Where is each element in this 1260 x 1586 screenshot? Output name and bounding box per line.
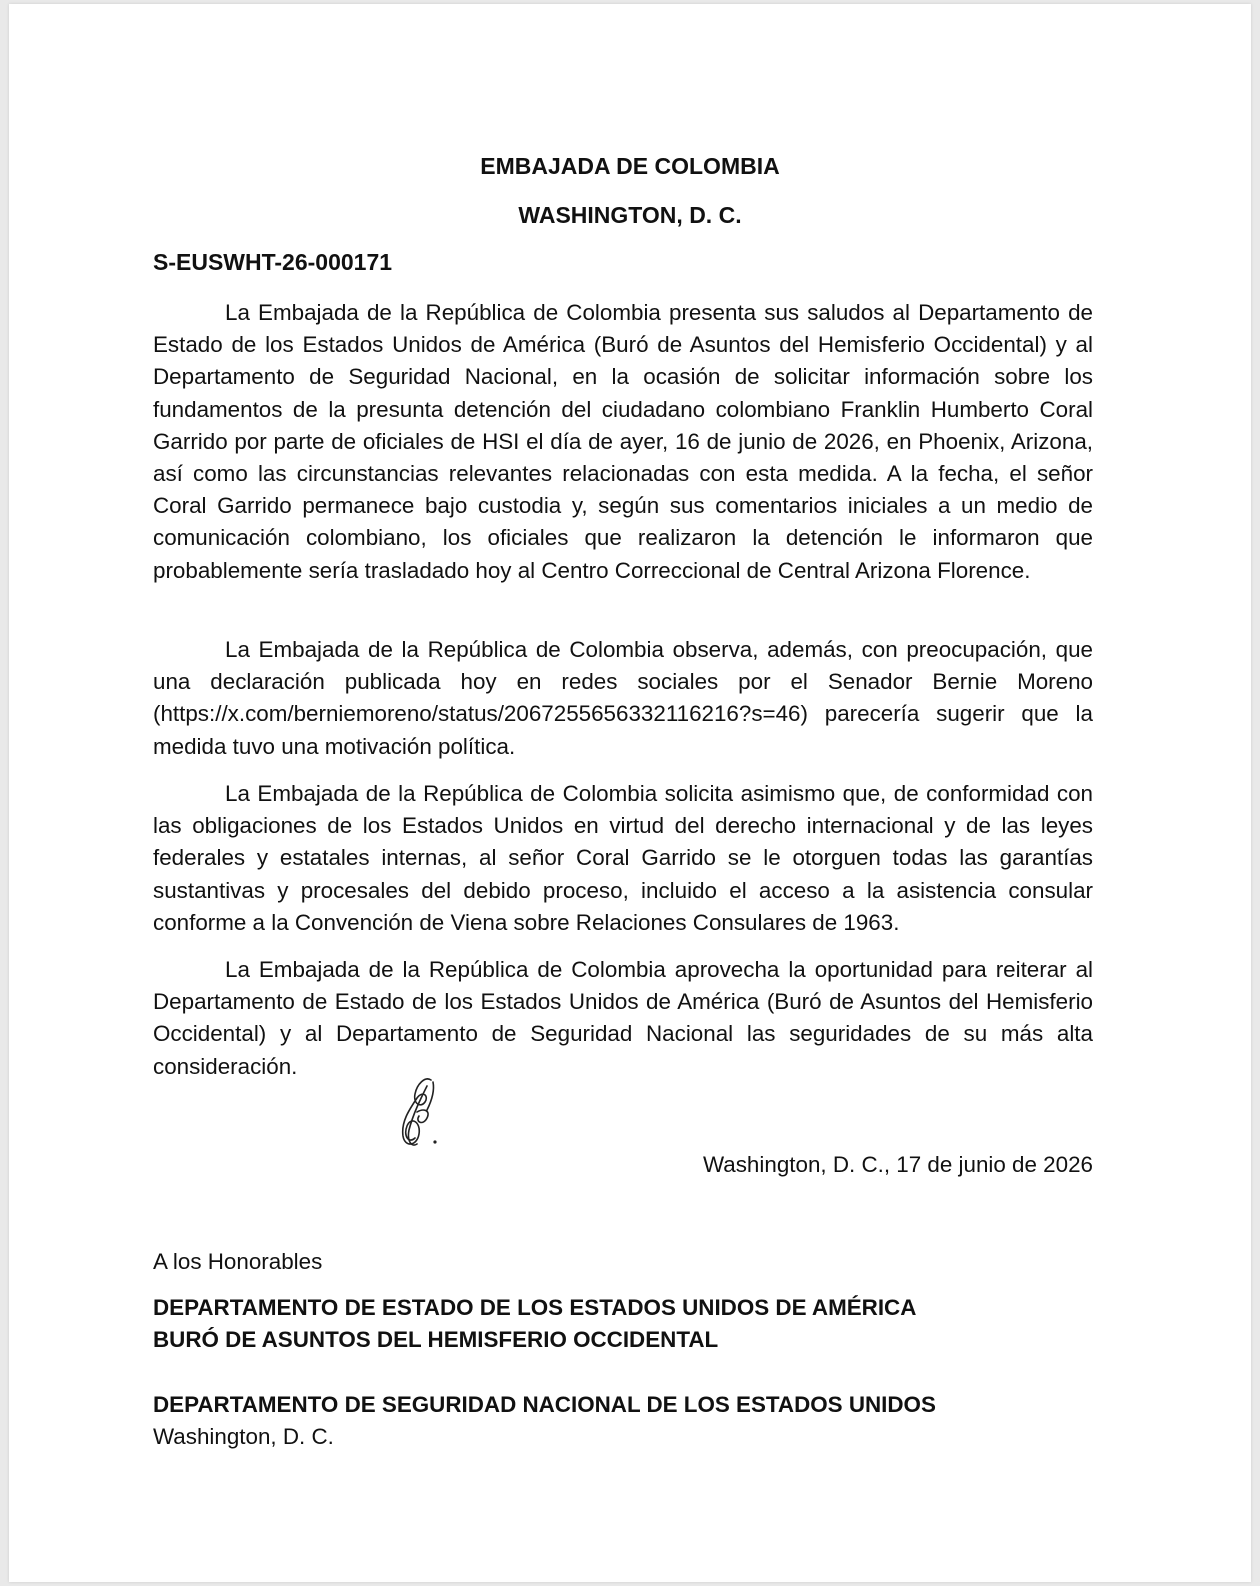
addressee-city: Washington, D. C. (153, 1424, 334, 1449)
document-page (9, 4, 1251, 1582)
handwritten-signature (387, 1072, 447, 1154)
body-paragraph-4: La Embajada de la República de Colombia aprovecha la oportunidad para reiterar al Departamento de Estado de los Estados Unidos de América (Buró de Asuntos del Hemisferio Occidental) y al Departamento de Seguridad Nacional las seguridades de su más alta consideración. (153, 957, 1093, 1079)
salutation: A los Honorables (153, 1249, 323, 1274)
addressee-homeland-security: DEPARTAMENTO DE SEGURIDAD NACIONAL DE LOS ESTADOS UNIDOS (153, 1392, 936, 1417)
addressee-western-hemisphere-bureau: BURÓ DE ASUNTOS DEL HEMISFERIO OCCIDENTAL (153, 1327, 719, 1352)
embassy-city-heading: WASHINGTON, D. C. (518, 202, 742, 228)
body-paragraph-1: La Embajada de la República de Colombia presenta sus saludos al Departamento de Estado de los Estados Unidos de América (Buró de Asuntos del Hemisferio Occidental) y al Departamento de Seguridad Nacional, en la ocasión de solicitar información sobre los fundamentos de la presunta detención del ciudadano colombiano Franklin Humberto Coral Garrido por parte de oficiales de HSI el día de ayer, 16 de junio de 2026, en Phoenix, Arizona, así como las circunstancias relevantes relacionadas con esta medida. A la fecha, el señor Coral Garrido permanece bajo custodia y, según sus comentarios iniciales a un medio de comunicación colombiano, los oficiales que realizaron la detención le informaron que probablemente sería trasladado hoy al Centro Correccional de Central Arizona Florence. (153, 300, 1093, 583)
addressee-department-of-state: DEPARTAMENTO DE ESTADO DE LOS ESTADOS UNIDOS DE AMÉRICA (153, 1295, 917, 1320)
embassy-heading: EMBAJADA DE COLOMBIA (480, 153, 780, 179)
place-and-date: Washington, D. C., 17 de junio de 2026 (702, 1152, 1093, 1177)
body-paragraph-2: La Embajada de la República de Colombia observa, además, con preocupación, que una declaración publicada hoy en redes sociales por el Senador Bernie Moreno (https://x.com/berniemoreno/status/2067255656332116216?s=46) parecería sugerir que la medida tuvo una motivación política. (153, 637, 1093, 759)
body-paragraph-3: La Embajada de la República de Colombia solicita asimismo que, de conformidad con las obligaciones de los Estados Unidos en virtud del derecho internacional y de las leyes federales y estatales internas, al señor Coral Garrido se le otorguen todas las garantías sustantivas y procesales del debido proceso, incluido el acceso a la asistencia consular conforme a la Convención de Viena sobre Relaciones Consulares de 1963. (153, 781, 1093, 935)
diplomatic-note (9, 4, 1251, 1582)
note-reference-number: S-EUSWHT-26-000171 (153, 249, 393, 275)
